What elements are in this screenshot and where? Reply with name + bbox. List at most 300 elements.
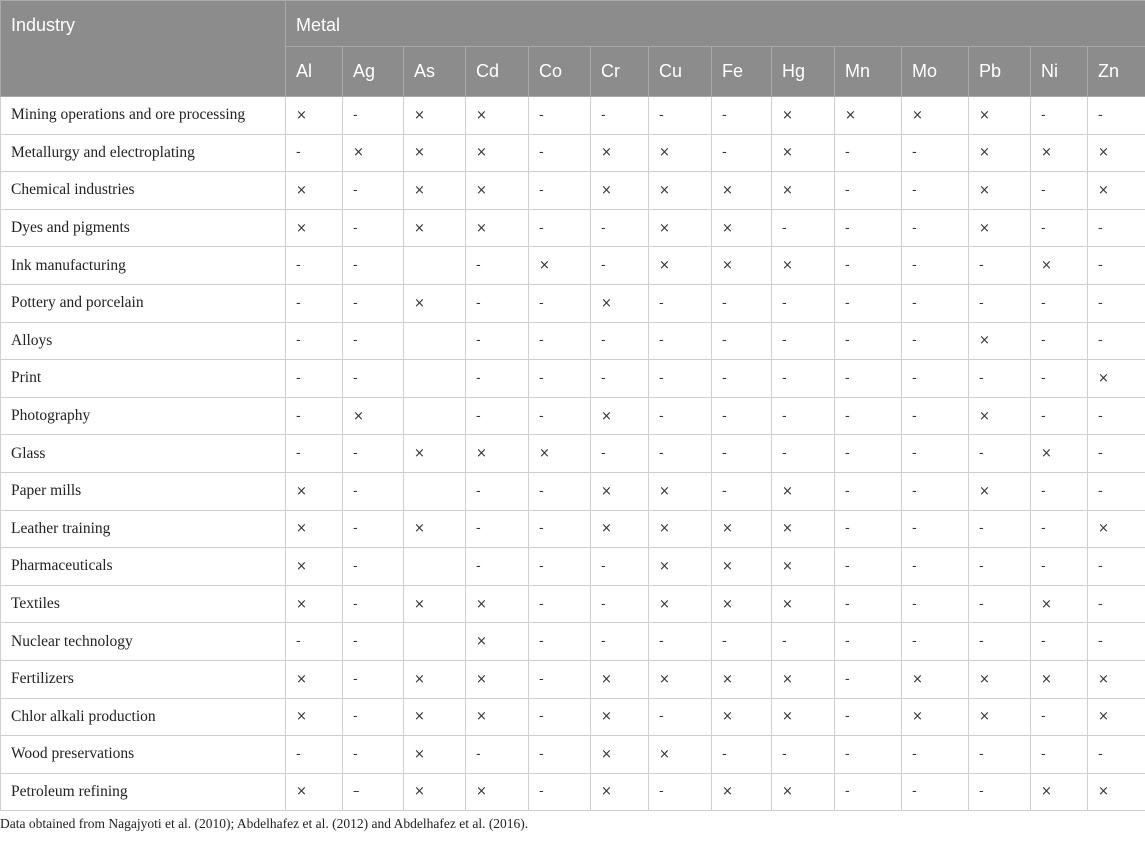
industry-cell: Glass	[1, 435, 286, 473]
metal-cell: ×	[404, 585, 466, 623]
metal-cell: -	[1088, 736, 1145, 774]
metal-cell: -	[1088, 209, 1145, 247]
metal-cell: ×	[466, 623, 529, 661]
table-row	[1, 435, 1145, 473]
metal-cell: -	[772, 360, 835, 398]
metal-cell: ×	[969, 698, 1031, 736]
metal-cell: ×	[772, 548, 835, 586]
metal-cell: -	[649, 322, 712, 360]
metal-cell: -	[902, 773, 969, 811]
metal-cell: ×	[404, 435, 466, 473]
metal-cell: -	[902, 322, 969, 360]
metal-cell: ×	[772, 134, 835, 172]
industry-cell: Dyes and pigments	[1, 209, 286, 247]
metal-cell: -	[649, 773, 712, 811]
metal-cell: ×	[591, 660, 649, 698]
metal-cell: ×	[969, 97, 1031, 135]
metal-cell: ×	[902, 97, 969, 135]
metal-cell: ×	[466, 97, 529, 135]
table-row	[1, 247, 1145, 285]
metal-cell: ×	[404, 97, 466, 135]
metal-cell: -	[835, 585, 902, 623]
table-row	[1, 736, 1145, 774]
table-row	[1, 623, 1145, 661]
metal-cell: -	[712, 360, 772, 398]
metal-cell: ×	[404, 660, 466, 698]
metal-cell: -	[772, 209, 835, 247]
metal-cell: -	[835, 698, 902, 736]
table-row	[1, 97, 1145, 135]
industry-cell: Textiles	[1, 585, 286, 623]
metal-cell: ×	[772, 472, 835, 510]
metal-cell: -	[649, 97, 712, 135]
metal-cell: -	[969, 284, 1031, 322]
metal-cell: -	[529, 360, 591, 398]
metal-cell: -	[772, 322, 835, 360]
metal-cell: ×	[286, 209, 343, 247]
metal-cell: -	[902, 209, 969, 247]
metal-column-header: Ag	[343, 47, 404, 97]
metal-cell: -	[712, 397, 772, 435]
metal-header: Metal	[286, 1, 1145, 47]
industry-cell: Paper mills	[1, 472, 286, 510]
metal-cell: ×	[404, 134, 466, 172]
metal-cell: -	[1031, 736, 1088, 774]
metal-cell: -	[969, 360, 1031, 398]
metal-cell	[404, 322, 466, 360]
metal-cell: ×	[649, 134, 712, 172]
metal-cell: ×	[712, 660, 772, 698]
metal-column-header: Cr	[591, 47, 649, 97]
metal-cell: -	[969, 736, 1031, 774]
metal-cell: ×	[286, 510, 343, 548]
metal-cell: -	[1088, 472, 1145, 510]
metal-cell: ×	[1088, 773, 1145, 811]
metal-cell: -	[902, 736, 969, 774]
metal-cell: -	[1088, 322, 1145, 360]
metal-cell: -	[466, 360, 529, 398]
metal-cell: -	[835, 435, 902, 473]
metal-cell: -	[902, 510, 969, 548]
metal-cell: ×	[712, 698, 772, 736]
industry-cell: Alloys	[1, 322, 286, 360]
metal-cell: ×	[286, 172, 343, 210]
metal-cell: -	[835, 397, 902, 435]
metal-cell: ×	[591, 172, 649, 210]
metal-cell: ×	[649, 510, 712, 548]
metal-cell: -	[902, 585, 969, 623]
metal-cell: -	[343, 585, 404, 623]
metal-cell: ×	[286, 660, 343, 698]
metal-cell: -	[772, 736, 835, 774]
metal-cell: -	[529, 623, 591, 661]
metal-cell: -	[902, 360, 969, 398]
metal-cell: ×	[772, 585, 835, 623]
table-row	[1, 134, 1145, 172]
metal-cell: ×	[404, 773, 466, 811]
metal-cell: ×	[712, 548, 772, 586]
metal-cell: -	[1031, 172, 1088, 210]
metal-cell	[404, 472, 466, 510]
metal-cell: -	[343, 360, 404, 398]
metal-cell: -	[835, 322, 902, 360]
metal-cell: ×	[529, 435, 591, 473]
metal-cell: ×	[712, 247, 772, 285]
metal-cell: -	[772, 435, 835, 473]
metal-column-header: Hg	[772, 47, 835, 97]
metal-column-header: Ni	[1031, 47, 1088, 97]
metal-cell: -	[649, 435, 712, 473]
metal-cell: ×	[1088, 510, 1145, 548]
table-row	[1, 660, 1145, 698]
metal-cell: -	[1088, 585, 1145, 623]
metal-cell: -	[835, 472, 902, 510]
metal-cell: ×	[649, 247, 712, 285]
metal-cell: -	[649, 360, 712, 398]
metal-cell: -	[969, 773, 1031, 811]
metal-cell: -	[529, 322, 591, 360]
metal-cell: -	[286, 435, 343, 473]
industry-cell: Print	[1, 360, 286, 398]
metal-cell: -	[466, 397, 529, 435]
metal-cell: ×	[466, 209, 529, 247]
metal-cell: -	[1088, 397, 1145, 435]
metal-cell: ×	[969, 397, 1031, 435]
metal-cell: ×	[286, 585, 343, 623]
metal-cell: -	[466, 284, 529, 322]
metal-cell: -	[591, 435, 649, 473]
metal-cell: -	[529, 736, 591, 774]
metal-cell: -	[591, 548, 649, 586]
metal-cell: ×	[1031, 435, 1088, 473]
metal-cell	[404, 548, 466, 586]
metal-cell: ×	[649, 548, 712, 586]
metal-cell: ×	[969, 322, 1031, 360]
metal-column-header: Fe	[712, 47, 772, 97]
metal-cell: ×	[1088, 698, 1145, 736]
industry-cell: Chlor alkali production	[1, 698, 286, 736]
metal-cell: -	[712, 284, 772, 322]
metal-cell: -	[902, 134, 969, 172]
table-row	[1, 773, 1145, 811]
metal-cell: ×	[1031, 660, 1088, 698]
metal-cell: -	[712, 134, 772, 172]
table-row	[1, 322, 1145, 360]
metal-cell: ×	[712, 510, 772, 548]
metal-cell: ×	[404, 510, 466, 548]
metal-cell: -	[466, 322, 529, 360]
metal-cell: ×	[343, 134, 404, 172]
metal-cell: ×	[591, 397, 649, 435]
metal-cell: -	[343, 284, 404, 322]
metal-cell: ×	[404, 736, 466, 774]
metal-cell: -	[1031, 698, 1088, 736]
industry-cell: Mining operations and ore processing	[1, 97, 286, 135]
table-row	[1, 172, 1145, 210]
metal-cell: -	[969, 623, 1031, 661]
metal-cell: -	[529, 172, 591, 210]
metal-cell: ×	[772, 660, 835, 698]
metal-cell: -	[969, 510, 1031, 548]
metal-cell: -	[591, 360, 649, 398]
metal-cell: ×	[404, 284, 466, 322]
metal-column-header: Pb	[969, 47, 1031, 97]
metal-cell: ×	[529, 247, 591, 285]
metal-cell: ×	[591, 472, 649, 510]
metal-cell: -	[466, 736, 529, 774]
metal-cell: -	[343, 548, 404, 586]
metal-cell: ×	[969, 172, 1031, 210]
metal-cell: -	[835, 660, 902, 698]
metal-cell: ×	[466, 435, 529, 473]
metal-column-header: Cd	[466, 47, 529, 97]
metal-cell: -	[343, 97, 404, 135]
metal-cell: ×	[1088, 134, 1145, 172]
metal-cell: ×	[712, 172, 772, 210]
metal-cell: -	[902, 172, 969, 210]
metal-cell: -	[286, 322, 343, 360]
metal-cell: -	[1031, 472, 1088, 510]
metal-cell: -	[902, 284, 969, 322]
industry-header: Industry	[1, 1, 286, 97]
metal-cell: -	[902, 397, 969, 435]
metal-cell: ×	[591, 773, 649, 811]
table-row	[1, 510, 1145, 548]
metal-cell: ×	[1088, 172, 1145, 210]
metal-cell: -	[969, 585, 1031, 623]
metal-cell: ×	[649, 209, 712, 247]
metal-cell: ×	[404, 172, 466, 210]
metal-cell: ×	[902, 660, 969, 698]
metal-cell: -	[529, 284, 591, 322]
metal-cell: -	[835, 209, 902, 247]
metal-cell: -	[343, 660, 404, 698]
metal-cell: -	[902, 623, 969, 661]
metal-cell: -	[529, 97, 591, 135]
metal-cell: -	[772, 284, 835, 322]
metal-cell: -	[772, 397, 835, 435]
metal-cell: -	[591, 209, 649, 247]
metal-cell: ×	[286, 698, 343, 736]
metal-cell: ×	[466, 773, 529, 811]
metal-cell: -	[649, 698, 712, 736]
metal-cell: ×	[286, 548, 343, 586]
metal-cell: -	[1088, 623, 1145, 661]
metal-cell	[404, 623, 466, 661]
metal-column-header: Mn	[835, 47, 902, 97]
metal-cell: -	[343, 435, 404, 473]
metal-cell	[404, 360, 466, 398]
metal-cell: -	[529, 585, 591, 623]
metal-cell: -	[1031, 510, 1088, 548]
metal-cell: ×	[649, 585, 712, 623]
metal-cell: ×	[1088, 360, 1145, 398]
metal-cell: ×	[712, 773, 772, 811]
industry-cell: Fertilizers	[1, 660, 286, 698]
metal-cell: -	[286, 134, 343, 172]
metal-cell: ×	[902, 698, 969, 736]
metal-cell: -	[969, 435, 1031, 473]
metal-column-header: Cu	[649, 47, 712, 97]
metal-cell: -	[286, 397, 343, 435]
metal-cell: ×	[969, 134, 1031, 172]
metal-cell: -	[286, 360, 343, 398]
metal-cell: -	[286, 736, 343, 774]
metal-cell: -	[835, 623, 902, 661]
metal-cell: -	[712, 97, 772, 135]
metal-cell: ×	[969, 660, 1031, 698]
metal-cell	[404, 397, 466, 435]
footnote: Data obtained from Nagajyoti et al. (2010); Abdelhafez et al. (2012) and Abdelhafez et al. (2016).	[0, 816, 529, 832]
metal-cell: -	[649, 284, 712, 322]
metal-cell: ×	[591, 736, 649, 774]
metal-cell: -	[712, 736, 772, 774]
metal-cell: ×	[466, 698, 529, 736]
metal-cell: -	[466, 472, 529, 510]
metal-cell: -	[529, 548, 591, 586]
metal-cell: ×	[1031, 134, 1088, 172]
metal-cell: ×	[649, 172, 712, 210]
metal-cell: -	[529, 698, 591, 736]
metal-cell: ×	[404, 698, 466, 736]
metal-cell: -	[343, 322, 404, 360]
metal-column-header: Co	[529, 47, 591, 97]
metal-cell: ×	[649, 472, 712, 510]
metal-cell: -	[529, 134, 591, 172]
metal-cell: -	[466, 548, 529, 586]
metal-cell: ×	[772, 510, 835, 548]
metal-cell: -	[835, 773, 902, 811]
metal-cell: -	[835, 510, 902, 548]
metal-cell: ×	[591, 698, 649, 736]
metal-cell: ×	[772, 773, 835, 811]
metal-cell: -	[343, 209, 404, 247]
metal-cell: -	[343, 172, 404, 210]
metal-cell: -	[1088, 435, 1145, 473]
metal-cell: -	[529, 209, 591, 247]
metal-cell: -	[902, 435, 969, 473]
metal-cell: ×	[591, 284, 649, 322]
metal-cell: -	[835, 548, 902, 586]
industry-cell: Pharmaceuticals	[1, 548, 286, 586]
metal-cell: -	[591, 623, 649, 661]
metal-cell: -	[591, 247, 649, 285]
table-row	[1, 397, 1145, 435]
metal-column-header: Zn	[1088, 47, 1145, 97]
metal-cell: -	[969, 247, 1031, 285]
metal-cell: -	[835, 360, 902, 398]
table-row	[1, 698, 1145, 736]
table-row	[1, 360, 1145, 398]
metal-cell: -	[343, 472, 404, 510]
metal-cell: -	[902, 548, 969, 586]
metal-cell: ×	[649, 736, 712, 774]
metal-cell: -	[712, 322, 772, 360]
metal-column-header: As	[404, 47, 466, 97]
metal-cell: -	[466, 510, 529, 548]
metal-cell: -	[835, 134, 902, 172]
metal-cell: -	[772, 623, 835, 661]
metal-cell: -	[286, 623, 343, 661]
metal-cell: -	[902, 247, 969, 285]
metal-cell: -	[712, 472, 772, 510]
metal-cell: -	[591, 585, 649, 623]
metal-cell: -	[529, 510, 591, 548]
metal-cell: -	[466, 247, 529, 285]
metal-cell: -	[1088, 97, 1145, 135]
metal-cell: -	[1031, 397, 1088, 435]
metal-cell: ×	[286, 773, 343, 811]
metal-cell: ×	[343, 397, 404, 435]
metal-cell: ×	[969, 209, 1031, 247]
metal-cell: ×	[466, 134, 529, 172]
metal-cell: -	[835, 284, 902, 322]
metal-cell: ×	[712, 209, 772, 247]
table-row	[1, 548, 1145, 586]
metal-cell: -	[969, 548, 1031, 586]
metal-cell: –	[343, 773, 404, 811]
metal-cell: ×	[712, 585, 772, 623]
metal-cell: ×	[286, 97, 343, 135]
metal-cell: -	[649, 397, 712, 435]
metal-cell: -	[902, 472, 969, 510]
table-row	[1, 209, 1145, 247]
metal-cell: -	[1031, 322, 1088, 360]
table-row	[1, 472, 1145, 510]
metal-cell: -	[1088, 548, 1145, 586]
metal-cell: -	[591, 97, 649, 135]
metal-cell: ×	[1088, 660, 1145, 698]
industry-cell: Nuclear technology	[1, 623, 286, 661]
metal-cell: -	[649, 623, 712, 661]
metal-cell: ×	[772, 247, 835, 285]
metal-cell: ×	[835, 97, 902, 135]
industry-cell: Photography	[1, 397, 286, 435]
metal-cell: ×	[591, 134, 649, 172]
metal-cell: -	[529, 397, 591, 435]
metal-cell: -	[835, 247, 902, 285]
metal-cell: -	[343, 698, 404, 736]
industry-cell: Leather training	[1, 510, 286, 548]
industry-cell: Pottery and porcelain	[1, 284, 286, 322]
metal-cell: -	[835, 736, 902, 774]
metal-cell: -	[1031, 97, 1088, 135]
metal-cell: -	[591, 322, 649, 360]
metal-cell: -	[343, 510, 404, 548]
metal-cell: -	[1031, 209, 1088, 247]
metal-cell	[404, 247, 466, 285]
metal-cell: ×	[1031, 247, 1088, 285]
table-row	[1, 585, 1145, 623]
metal-cell: -	[1031, 360, 1088, 398]
metal-cell: -	[1031, 548, 1088, 586]
metal-cell: ×	[772, 698, 835, 736]
metal-cell: -	[529, 472, 591, 510]
industry-cell: Petroleum refining	[1, 773, 286, 811]
metal-cell: -	[286, 284, 343, 322]
metal-cell: -	[343, 736, 404, 774]
metal-cell: -	[343, 247, 404, 285]
metal-cell: -	[1088, 247, 1145, 285]
industry-cell: Metallurgy and electroplating	[1, 134, 286, 172]
metal-cell: -	[1031, 284, 1088, 322]
metal-cell: ×	[772, 97, 835, 135]
metal-cell: ×	[466, 660, 529, 698]
metal-cell: -	[286, 247, 343, 285]
metal-column-header: Mo	[902, 47, 969, 97]
metal-cell: -	[712, 435, 772, 473]
metal-cell: -	[1031, 623, 1088, 661]
